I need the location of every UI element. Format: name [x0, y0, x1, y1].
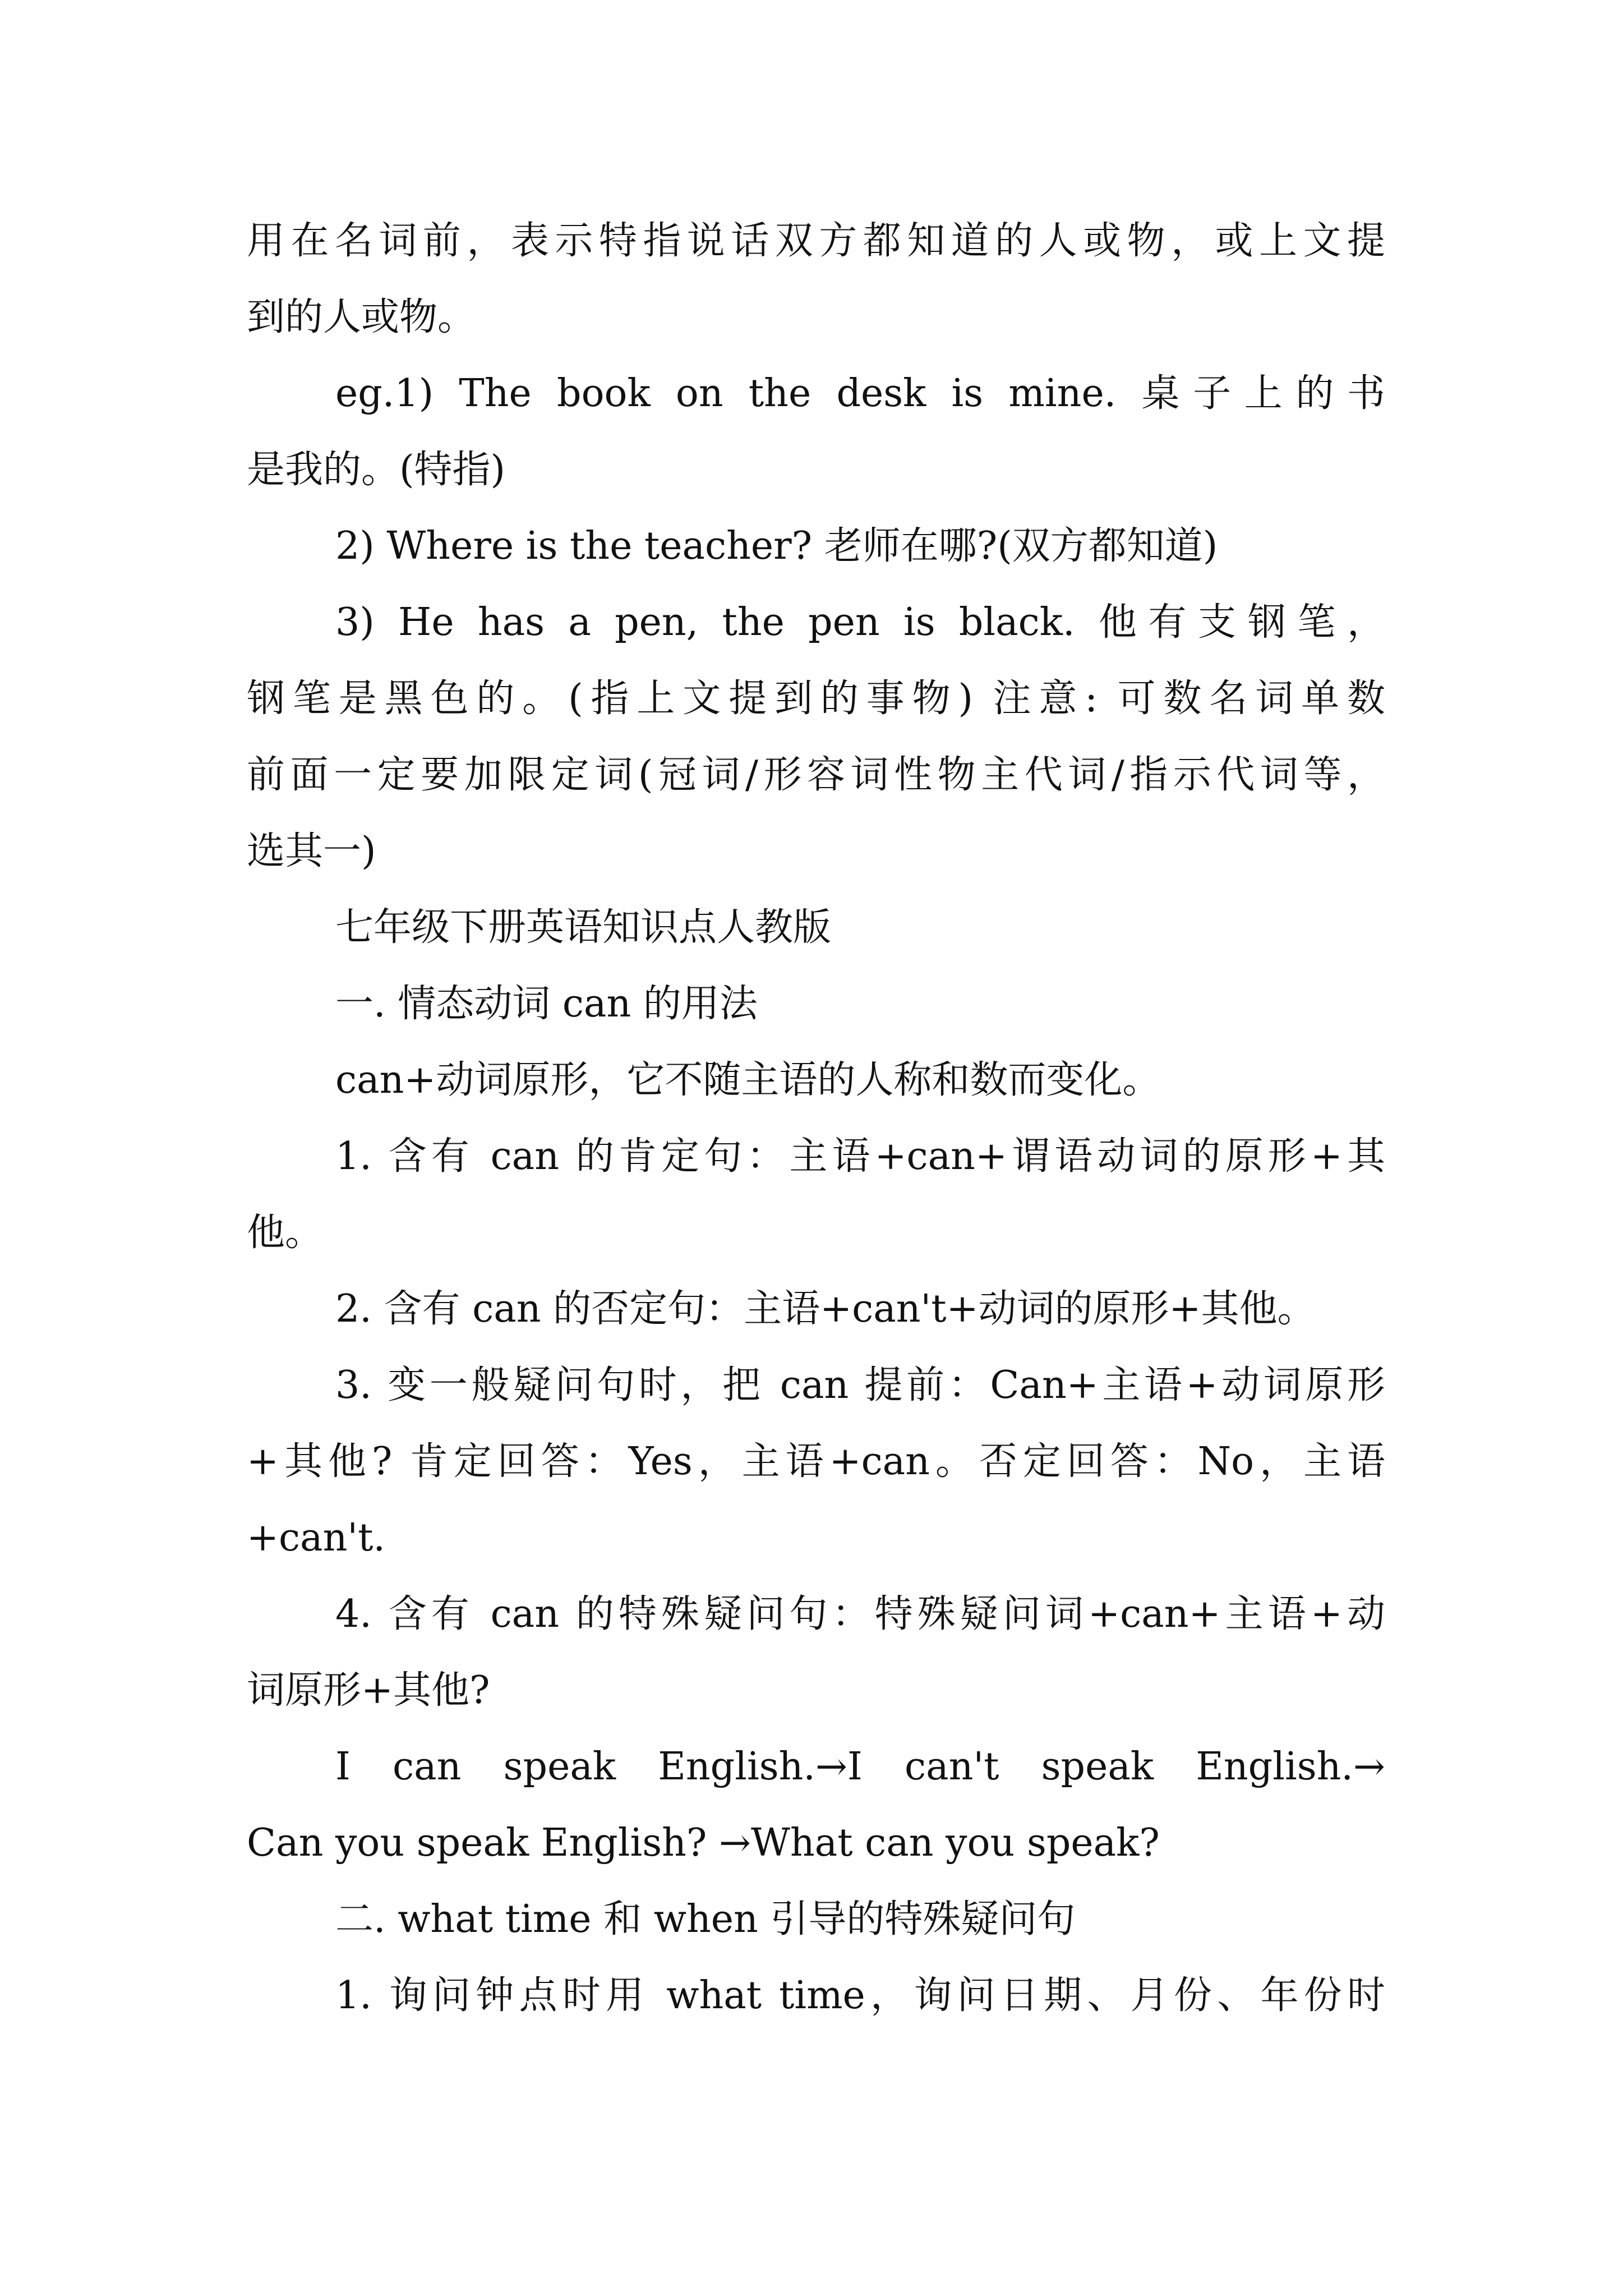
example-line: eg.1) The book on the desk is mine. 桌子上的书: [335, 371, 1385, 416]
section-title: 七年级下册英语知识点人教版: [335, 905, 832, 950]
example-line: 2) Where is the teacher? 老师在哪?(双方都知道): [335, 524, 1218, 568]
paragraph-line: 是我的。(特指): [247, 448, 506, 492]
list-item-line: +can't.: [247, 1516, 386, 1560]
example-line: Can you speak English? →What can you speak?: [247, 1821, 1160, 1865]
paragraph-line: 用在名词前，表示特指说话双方都知道的人或物，或上文提: [247, 219, 1385, 263]
paragraph-line: 前面一定要加限定词(冠词/形容词性物主代词/指示代词等，: [247, 753, 1385, 797]
section-heading: 一. 情态动词 can 的用法: [335, 982, 758, 1026]
list-item-line: +其他? 肯定回答：Yes，主语+can。否定回答：No，主语: [247, 1439, 1385, 1484]
paragraph-line: can+动词原形，它不随主语的人称和数而变化。: [335, 1058, 1161, 1102]
list-item-line: 词原形+其他?: [247, 1668, 490, 1713]
list-item-line: 4. 含有 can 的特殊疑问句：特殊疑问词+can+主语+动: [335, 1592, 1385, 1636]
paragraph-line: 到的人或物。: [247, 295, 476, 339]
example-line: 3) He has a pen, the pen is black. 他有支钢笔，: [335, 600, 1385, 645]
section-heading: 二. what time 和 when 引导的特殊疑问句: [335, 1897, 1076, 1941]
paragraph-line: 钢笔是黑色的。(指上文提到的事物) 注意: 可数名词单数: [247, 677, 1385, 721]
example-line: I can speak English.→I can't speak English.→: [335, 1745, 1385, 1789]
paragraph-line: 选其一): [247, 829, 376, 873]
list-item-line: 他。: [247, 1211, 324, 1255]
list-item-line: 3. 变一般疑问句时，把 can 提前：Can+主语+动词原形: [335, 1363, 1385, 1407]
list-item-line: 2. 含有 can 的否定句：主语+can't+动词的原形+其他。: [335, 1287, 1316, 1331]
list-item-line: 1. 询问钟点时用 what time，询问日期、月份、年份时: [335, 1973, 1385, 2018]
list-item-line: 1. 含有 can 的肯定句：主语+can+谓语动词的原形+其: [335, 1134, 1385, 1179]
